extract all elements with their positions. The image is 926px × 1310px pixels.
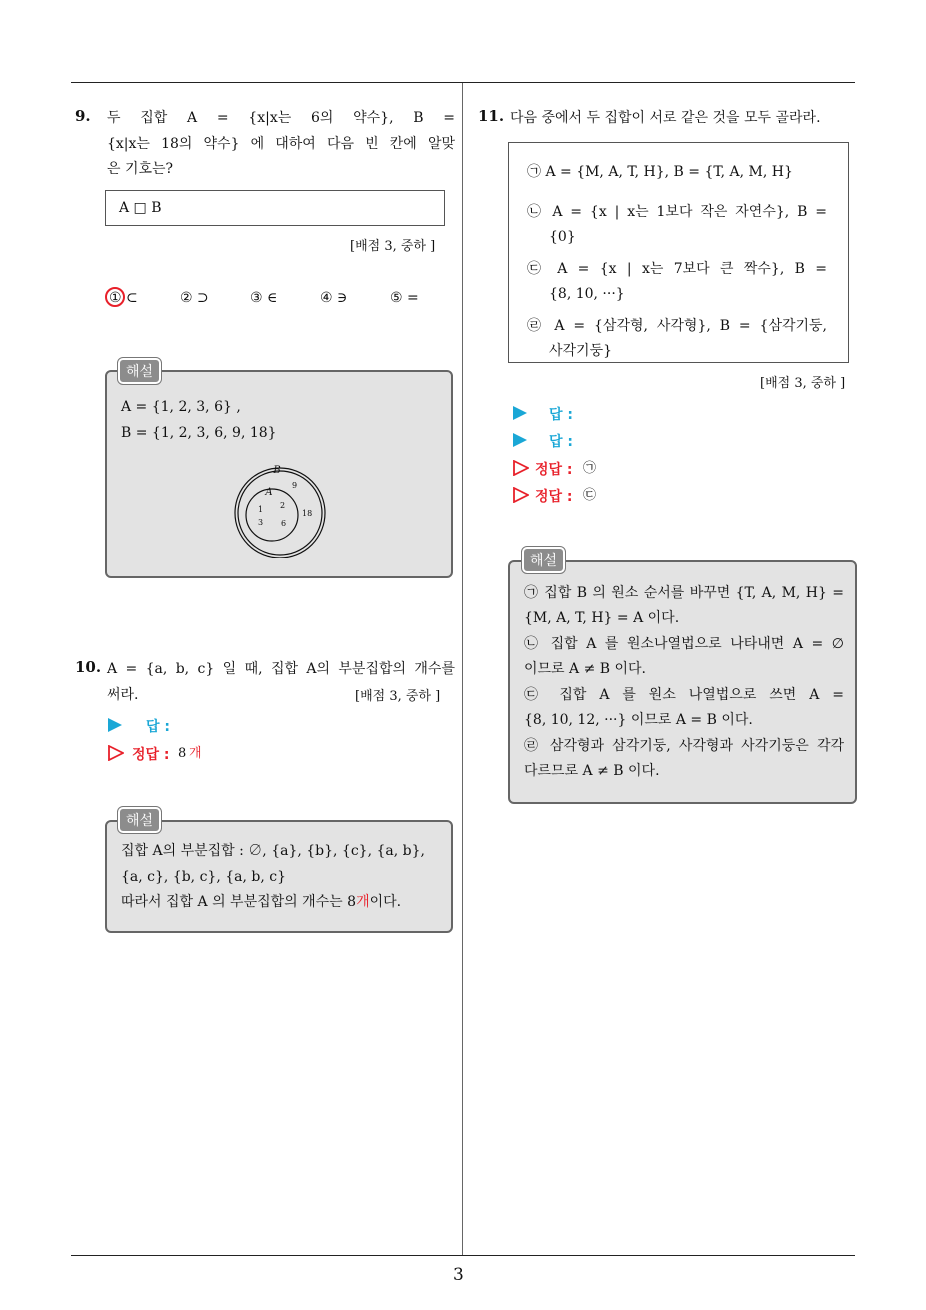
- q11-correct-label-2: 정답 :: [535, 489, 573, 505]
- q10-correct-row: [108, 742, 308, 764]
- venn-inner-label: A: [265, 487, 273, 498]
- q11-option-1: ㉠ A = {M, A, T, H}, B = {T, A, M, H}: [527, 164, 793, 180]
- top-rule: [71, 82, 855, 83]
- q9-score: [배점 3, 중하 ]: [350, 239, 436, 254]
- page-number: 3: [453, 1265, 464, 1285]
- q11-number: 11.: [478, 107, 505, 125]
- q10-correct-unit: 개: [189, 746, 202, 761]
- column-divider: [462, 83, 463, 1255]
- q11-solution-tag: 해설: [522, 547, 565, 573]
- q11-correct-arrow-icon-1: [513, 460, 529, 476]
- venn-diagram: [232, 458, 332, 558]
- q10-line2: 써라.: [107, 687, 139, 703]
- q10-number: 10.: [75, 658, 102, 676]
- venn-outer-label: B: [273, 465, 281, 476]
- q11-correct-arrow-icon-2: [513, 487, 529, 503]
- q11-solution-box: [508, 560, 857, 804]
- q10-correct-label: 정답 :: [132, 747, 170, 763]
- q9-choice-5[interactable]: ⑤ =: [390, 290, 419, 306]
- venn-number-3: 3: [258, 518, 264, 527]
- q11-answer-label-1: 답 :: [549, 407, 573, 423]
- q10-solution-tag: 해설: [118, 807, 161, 833]
- q10-line1: A = {a, b, c} 일 때, 집합 A의 부분집합의 개수를: [107, 661, 455, 677]
- q11-correct-row-2: [513, 484, 713, 506]
- q10-solution-line3: [121, 890, 401, 915]
- q9-line3: 은 기호는?: [107, 161, 174, 177]
- q9-solution-line2: B = {1, 2, 3, 6, 9, 18}: [121, 425, 277, 441]
- q9-solution-tag: 해설: [118, 358, 161, 384]
- q11-correct-label-1: 정답 :: [535, 462, 573, 478]
- q9-choice-2[interactable]: ② ⊃: [180, 290, 209, 306]
- q10-solution-line3-pre: 따라서 집합 A 의 부분집합의 개수는 8: [121, 894, 357, 910]
- q10-score: [배점 3, 중하 ]: [355, 689, 441, 704]
- q11-answer-arrow-icon-1: [513, 406, 527, 420]
- venn-number-9: 9: [292, 481, 298, 490]
- q11-correct-row-1: [513, 457, 713, 479]
- q10-solution-box: [105, 820, 453, 933]
- q11-solution-line5: ㉢ 집합 A 를 원소 나열법으로 쓰면 A =: [524, 687, 844, 703]
- q11-solution-line7: ㉣ 삼각형과 삼각기둥, 사각형과 사각기둥은 각각: [524, 738, 844, 754]
- q10-answer-arrow-icon: [108, 718, 122, 732]
- q11-solution-line4: 이므로 A ≠ B 이다.: [524, 661, 646, 677]
- q10-solution-line3-unit: 개: [356, 894, 370, 910]
- q10-answer-label: 답 :: [146, 719, 170, 735]
- q11-option-2-line1: ㉡ A = {x | x는 1보다 작은 자연수}, B =: [527, 204, 827, 220]
- q10-solution-line2: {a, c}, {b, c}, {a, b, c}: [121, 869, 286, 885]
- q11-options-box: [508, 142, 849, 363]
- q9-line2: {x|x는 18의 약수} 에 대하여 다음 빈 칸에 알맞: [107, 136, 455, 152]
- q9-symbol-box: [105, 190, 445, 226]
- q9-choice-3[interactable]: ③ ∈: [250, 290, 278, 306]
- q11-option-2-line2: {0}: [549, 229, 576, 245]
- q9-choice-1[interactable]: ① ⊂: [109, 290, 138, 306]
- q10-correct-value: 8: [178, 746, 187, 761]
- q11-correct-value-1: ㉠: [583, 461, 597, 476]
- q9-solution-box: [105, 370, 453, 578]
- q10-solution-line3-post: 이다.: [369, 894, 402, 910]
- q11-solution-line3: ㉡ 집합 A 를 원소나열법으로 나타내면 A = ∅: [524, 636, 844, 652]
- q9-choice-4[interactable]: ④ ∋: [320, 290, 348, 306]
- q9-solution-line1: A = {1, 2, 3, 6} ,: [121, 399, 241, 415]
- venn-number-1: 1: [258, 505, 264, 514]
- q11-option-3-line1: ㉢ A = {x | x는 7보다 큰 짝수}, B =: [527, 261, 827, 277]
- q11-solution-line1: ㉠ 집합 B 의 원소 순서를 바꾸면 {T, A, M, H} =: [524, 585, 844, 601]
- bottom-rule: [71, 1255, 855, 1256]
- q11-option-3-line2: {8, 10, ···}: [549, 286, 625, 302]
- q11-answer-label-2: 답 :: [549, 434, 573, 450]
- q11-option-4-line2: 사각기둥}: [549, 343, 613, 359]
- q9-box-text: A □ B: [119, 200, 162, 216]
- q9-number: 9.: [75, 107, 91, 125]
- q11-solution-line6: {8, 10, 12, ···} 이므로 A = B 이다.: [524, 712, 753, 728]
- q11-solution-line2: {M, A, T, H} = A 이다.: [524, 610, 680, 626]
- venn-number-18: 18: [302, 509, 313, 518]
- q11-option-4-line1: ㉣ A = {삼각형, 사각형}, B = {삼각기둥,: [527, 318, 827, 334]
- q9-line1: 두 집합 A = {x|x는 6의 약수}, B =: [107, 110, 455, 126]
- q11-score: [배점 3, 중하 ]: [760, 376, 846, 391]
- q10-correct-arrow-icon: [108, 745, 124, 761]
- q10-solution-line1: 집합 A의 부분집합 : ∅, {a}, {b}, {c}, {a, b},: [121, 843, 425, 859]
- q11-correct-value-2: ㉢: [583, 488, 597, 503]
- q11-answer-arrow-icon-2: [513, 433, 527, 447]
- q11-prompt: 다음 중에서 두 집합이 서로 같은 것을 모두 골라라.: [510, 110, 821, 126]
- venn-number-2: 2: [280, 501, 286, 510]
- venn-number-6: 6: [281, 519, 287, 528]
- q11-solution-line8: 다르므로 A ≠ B 이다.: [524, 763, 660, 779]
